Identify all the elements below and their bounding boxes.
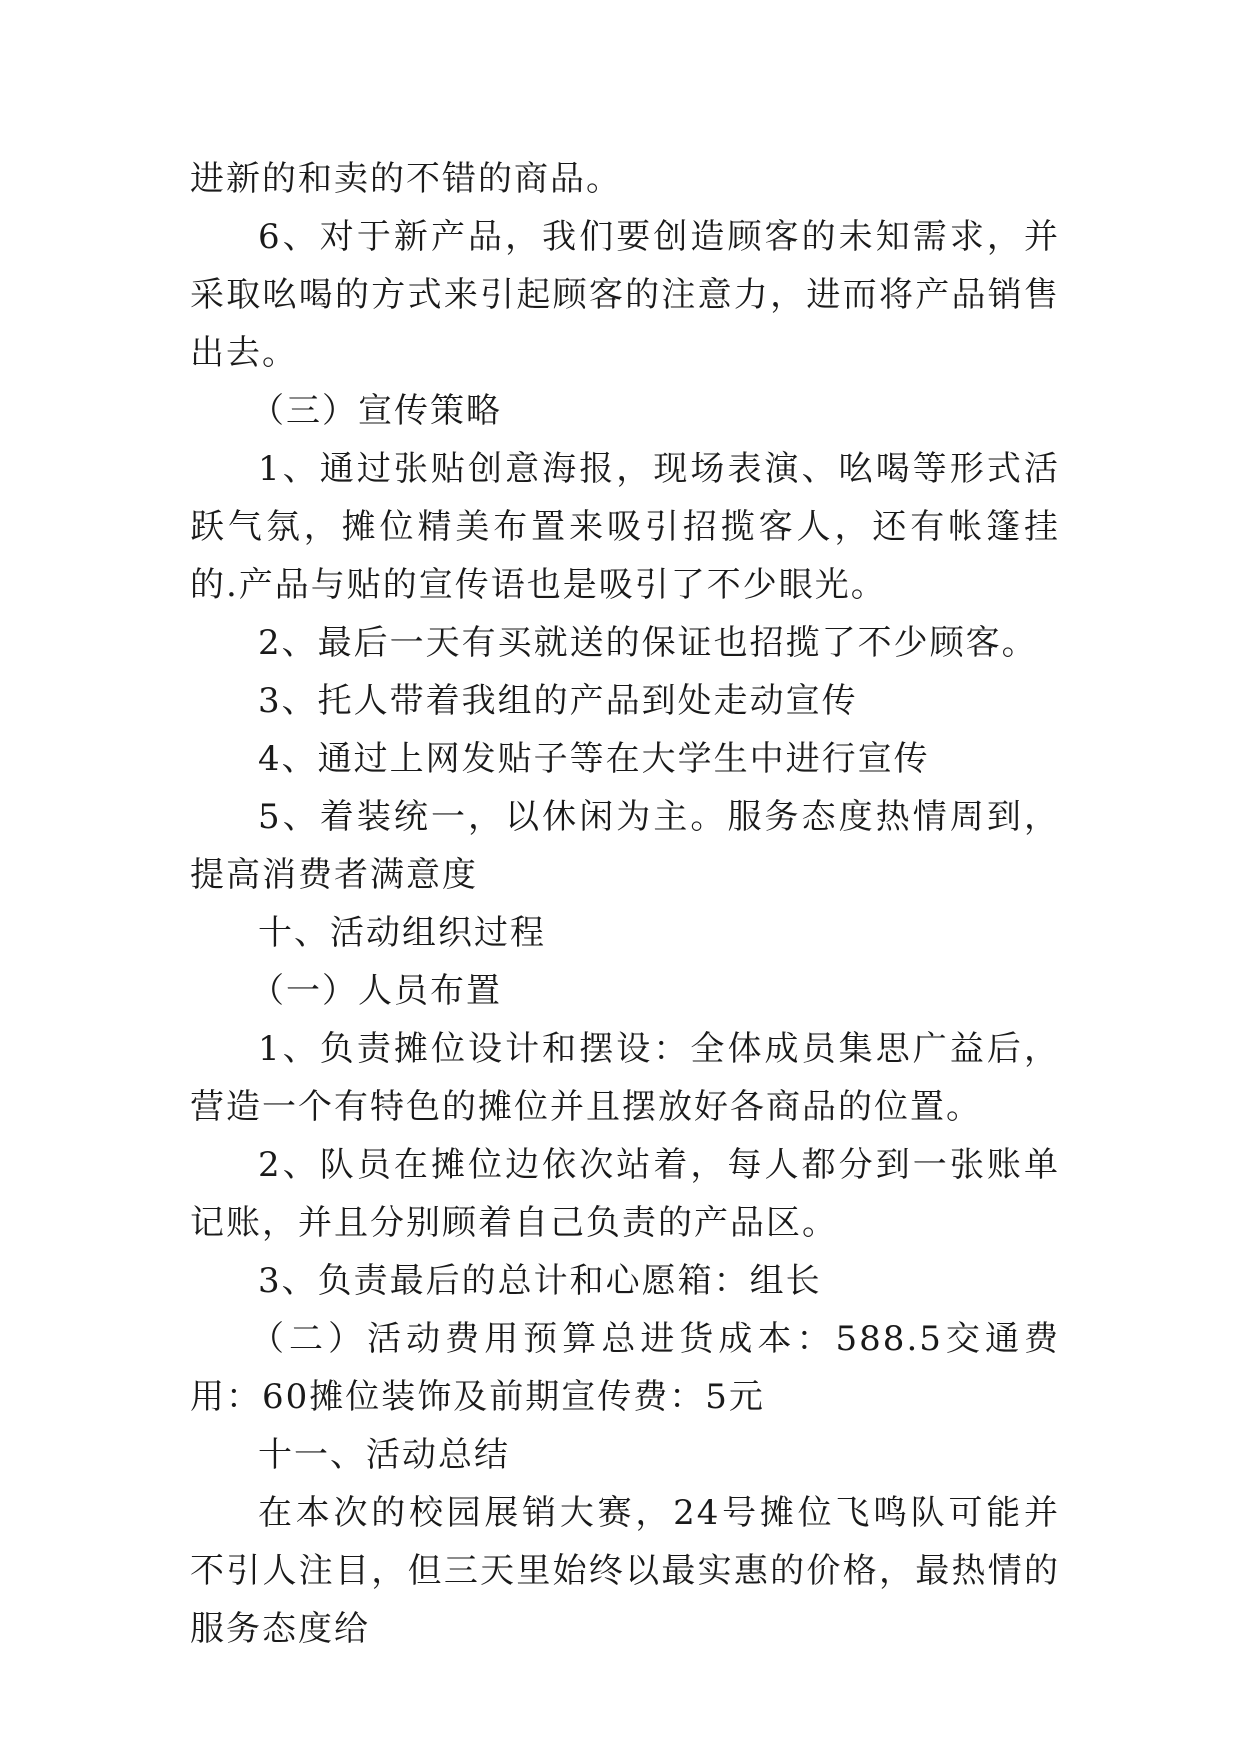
section-heading-activity-process: 十、活动组织过程 — [258, 913, 546, 953]
section-heading-summary: 十一、活动总结 — [258, 1435, 510, 1475]
section-heading-promotion-strategy: （三）宣传策略 — [250, 391, 502, 431]
paragraph-promo-4: 4、通过上网发贴子等在大学生中进行宣传 — [258, 739, 930, 779]
paragraph-promo-1: 1、通过张贴创意海报，现场表演、吆喝等形式活跃气氛，摊位精美布置来吸引招揽客人，还有帐篷挂的.产品与贴的宣传语也是吸引了不少眼光。 — [190, 449, 1060, 605]
paragraph-continuation: 进新的和卖的不错的商品。 — [190, 159, 622, 199]
paragraph-promo-3: 3、托人带着我组的产品到处走动宣传 — [258, 681, 858, 721]
paragraph-promo-2: 2、最后一天有买就送的保证也招揽了不少顾客。 — [258, 623, 1038, 663]
document-body — [190, 150, 1060, 1658]
paragraph-staff-1: 1、负责摊位设计和摆设：全体成员集思广益后，营造一个有特色的摊位并且摆放好各商品的位置。 — [190, 1029, 1060, 1127]
paragraph-budget: （二）活动费用预算总进货成本：588.5交通费用：60摊位装饰及前期宣传费：5元 — [190, 1319, 1060, 1417]
paragraph-promo-5: 5、着装统一，以休闲为主。服务态度热情周到，提高消费者满意度 — [190, 797, 1060, 895]
paragraph-staff-2: 2、队员在摊位边依次站着，每人都分到一张账单记账，并且分别顾着自己负责的产品区。 — [190, 1145, 1060, 1243]
paragraph-staff-3: 3、负责最后的总计和心愿箱：组长 — [258, 1261, 822, 1301]
paragraph-item-6: 6、对于新产品，我们要创造顾客的未知需求，并采取吆喝的方式来引起顾客的注意力，进而将产品销售出去。 — [190, 217, 1060, 373]
paragraph-summary: 在本次的校园展销大赛，24号摊位飞鸣队可能并不引人注目，但三天里始终以最实惠的价格，最热情的服务态度给 — [190, 1493, 1060, 1649]
section-heading-staffing: （一）人员布置 — [250, 971, 502, 1011]
